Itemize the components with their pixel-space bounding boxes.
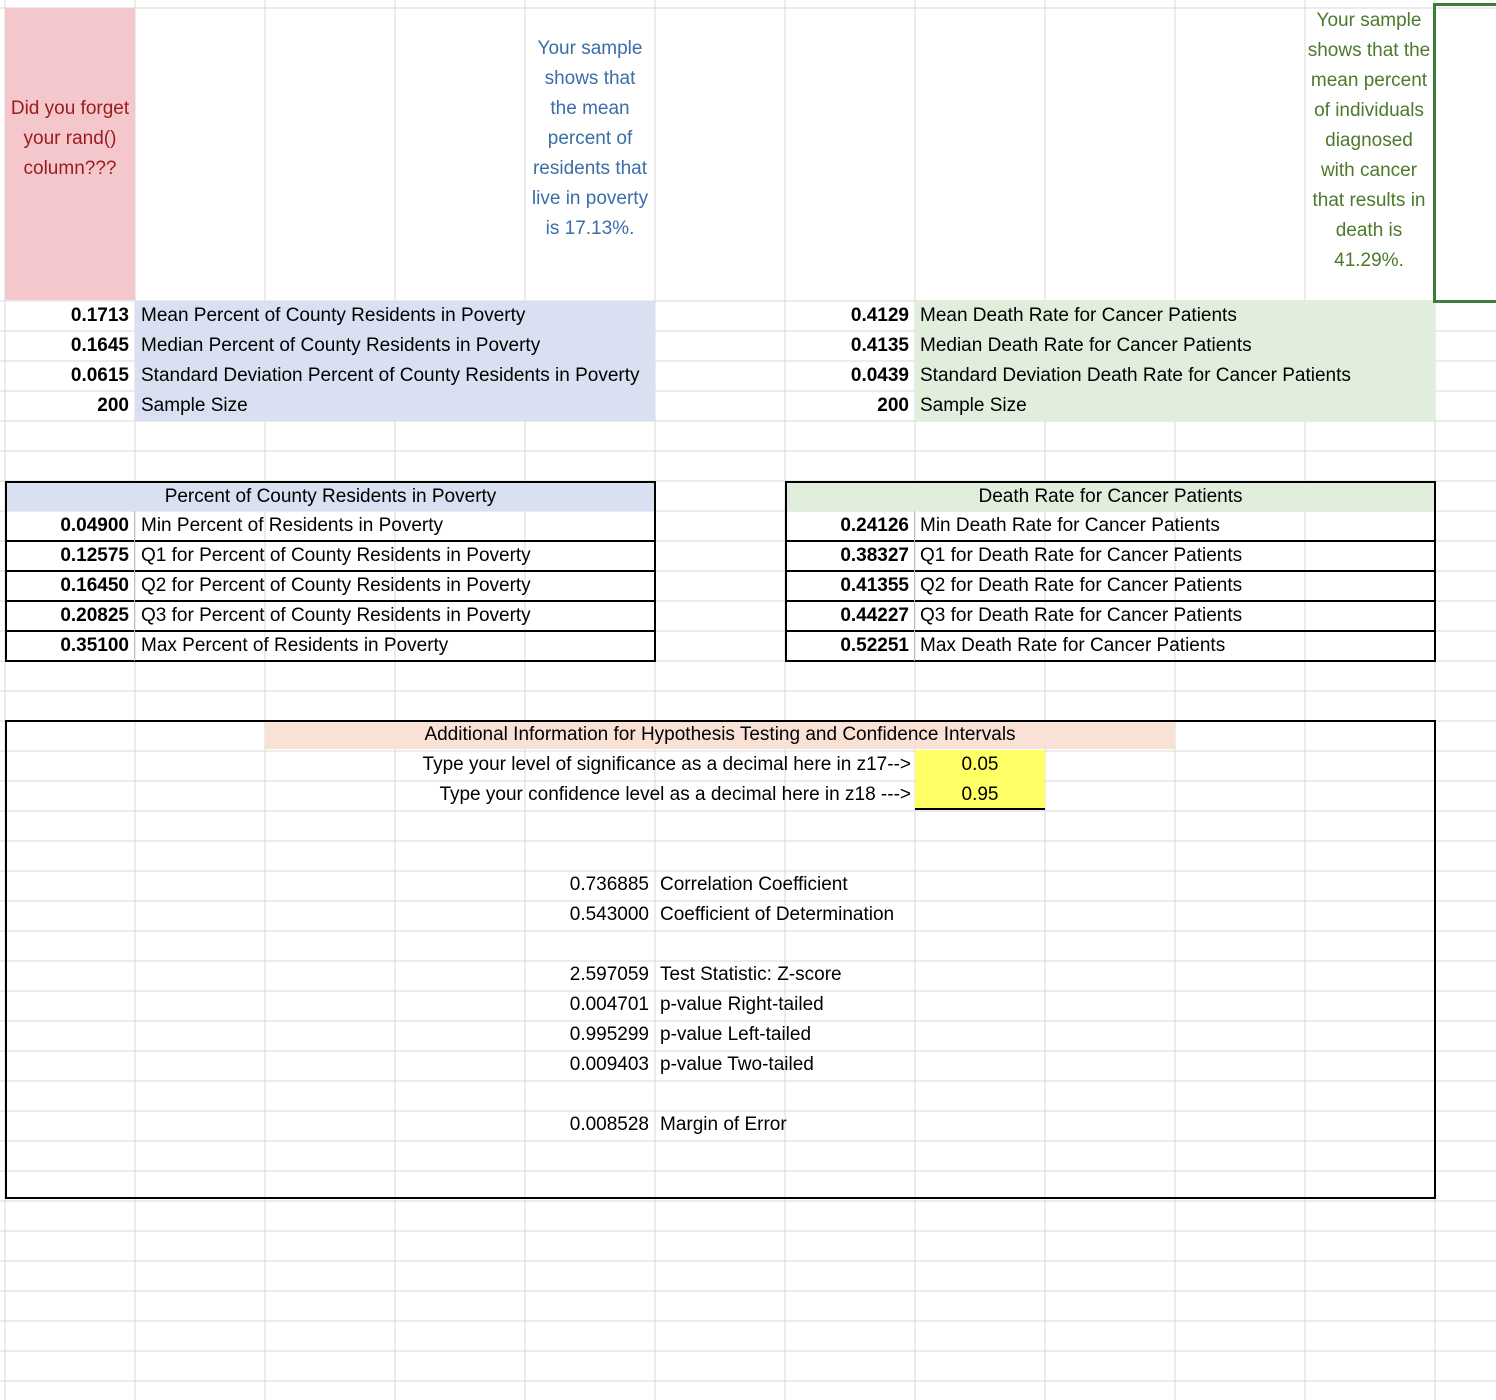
significance-prompt: Type your level of significance as a decimal here in z17--> (422, 754, 911, 775)
row-label: Mean Percent of County Residents in Poverty (141, 305, 526, 326)
row-label: Max Death Rate for Cancer Patients (920, 635, 1226, 656)
row-value: 0.009403 (569, 1054, 649, 1075)
row-value: 0.0615 (70, 365, 129, 386)
row-label: Coefficient of Determination (660, 904, 895, 925)
row-label: Standard Deviation Percent of County Residents in Poverty (141, 365, 640, 386)
cancer-five-header: Death Rate for Cancer Patients (978, 486, 1243, 507)
row-value: 0.35100 (60, 635, 129, 656)
row-value: 0.0439 (850, 365, 909, 386)
confidence-input[interactable]: 0.95 (961, 784, 999, 805)
table-column-divider (914, 511, 915, 661)
row-value: 0.20825 (60, 605, 129, 626)
row-label: Q1 for Percent of County Residents in Poverty (141, 545, 531, 566)
row-label: Test Statistic: Z-score (660, 964, 842, 985)
row-value: 0.38327 (840, 545, 909, 566)
row-value: 0.543000 (569, 904, 649, 925)
row-label: Q3 for Death Rate for Cancer Patients (920, 605, 1243, 626)
row-value: 200 (97, 395, 129, 416)
row-value: 0.04900 (60, 515, 129, 536)
confidence-prompt: Type your confidence level as a decimal here in z18 ---> (439, 784, 911, 805)
row-label: Standard Deviation Death Rate for Cancer Patients (920, 365, 1351, 386)
row-label: Q2 for Death Rate for Cancer Patients (920, 575, 1243, 596)
poverty-five-header: Percent of County Residents in Poverty (164, 486, 497, 507)
row-value: 0.44227 (840, 605, 909, 626)
row-value: 0.12575 (60, 545, 129, 566)
poverty-note: Your sample shows that the mean percent of residents that live in poverty is 17.13%. (531, 38, 649, 239)
row-value: 0.1713 (70, 305, 129, 326)
row-value: 200 (877, 395, 909, 416)
row-value: 0.736885 (569, 874, 649, 895)
margin-of-error-value: 0.008528 (569, 1114, 649, 1135)
row-value: 0.004701 (569, 994, 649, 1015)
row-value: 0.4135 (850, 335, 909, 356)
table-column-divider (134, 511, 135, 661)
cancer-note: Your sample shows that the mean percent of individuals diagnosed with cancer that results in death is 41.29%. (1307, 10, 1431, 271)
row-label: p-value Left-tailed (660, 1024, 812, 1045)
row-label: Q1 for Death Rate for Cancer Patients (920, 545, 1243, 566)
selected-cell-border (1433, 3, 1496, 303)
significance-input[interactable]: 0.05 (961, 754, 999, 775)
row-label: Min Death Rate for Cancer Patients (920, 515, 1220, 536)
margin-of-error-label: Margin of Error (660, 1114, 787, 1135)
row-label: p-value Two-tailed (660, 1054, 814, 1075)
row-value: 0.4129 (850, 305, 909, 326)
row-value: 0.41355 (840, 575, 909, 596)
row-label: Median Percent of County Residents in Poverty (141, 335, 541, 356)
row-value: 0.24126 (840, 515, 909, 536)
row-label: Max Percent of Residents in Poverty (141, 635, 449, 656)
row-value: 0.52251 (840, 635, 909, 656)
row-label: Correlation Coefficient (660, 874, 848, 895)
row-value: 0.995299 (569, 1024, 649, 1045)
row-label: Q3 for Percent of County Residents in Poverty (141, 605, 531, 626)
row-value: 0.16450 (60, 575, 129, 596)
rand-warning-text: Did you forget your rand() column??? (10, 98, 130, 179)
row-label: Min Percent of Residents in Poverty (141, 515, 444, 536)
row-label: Sample Size (920, 395, 1027, 416)
row-label: Sample Size (141, 395, 248, 416)
row-value: 2.597059 (569, 964, 649, 985)
row-label: Q2 for Percent of County Residents in Poverty (141, 575, 531, 596)
hypothesis-title: Additional Information for Hypothesis Testing and Confidence Intervals (424, 724, 1016, 745)
row-label: Mean Death Rate for Cancer Patients (920, 305, 1237, 326)
row-label: Median Death Rate for Cancer Patients (920, 335, 1252, 356)
row-value: 0.1645 (70, 335, 129, 356)
row-label: p-value Right-tailed (660, 994, 824, 1015)
